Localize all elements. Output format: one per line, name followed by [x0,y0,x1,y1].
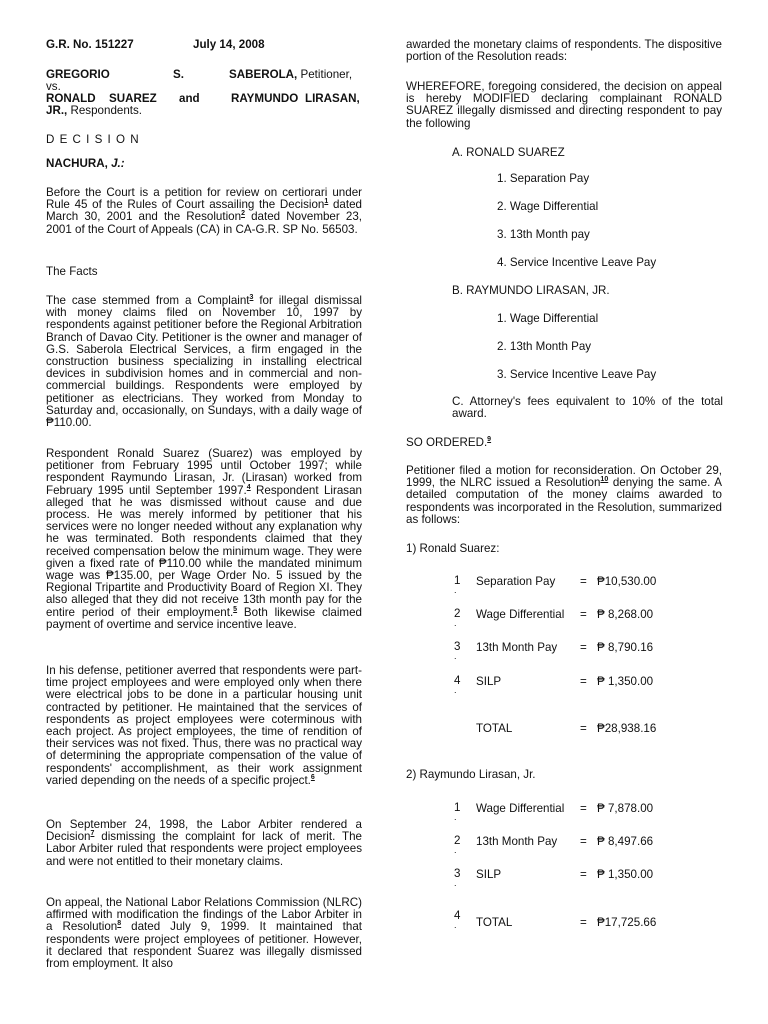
labor-arbiter-paragraph [46,819,362,868]
row-label: Separation Pay [476,575,556,588]
footnote-ref[interactable]: 6 [310,773,315,781]
row-number: 3 . [454,640,461,661]
paragraph-text: The case stemmed from a Complaint [46,294,250,307]
total-amount: ₱17,725.66 [597,916,657,929]
petitioner-middle-initial: S. [173,68,184,81]
dispositive-paragraph: WHEREFORE, foregoing considered, the decision on appeal is hereby MODIFIED declaring complainant RONALD SUAREZ illegally dismissed and directing respondent to pay the following [406,80,722,130]
row-amount: ₱ 1,350.00 [597,868,654,881]
total-amount: ₱28,938.16 [597,722,657,735]
paragraph-text: Respondent Ronald Suarez (Suarez) was employed by petitioner from February 1995 until October 1997; while respondent Raymundo Lirasan, Jr. (Lirasan) worked from February 1995 until September 1997. [46,447,362,497]
footnote-ref[interactable]: 4 [246,483,251,491]
intro-paragraph [46,187,362,236]
total-equals: = [580,722,587,735]
footnote-ref[interactable]: 1 [324,198,329,206]
total-label: TOTAL [476,916,513,929]
appeal-paragraph [46,897,362,970]
decision-date: July 14, 2008 [193,38,265,51]
so-ordered-text: SO ORDERED. [406,436,488,449]
row-equals: = [580,608,587,621]
award-item: 3. 13th Month pay [497,228,590,241]
petitioner-role: Petitioner, [297,68,353,81]
footnote-ref[interactable]: 2 [241,210,245,218]
row-label: SILP [476,868,502,881]
row-amount: ₱ 1,350.00 [597,675,654,688]
total-equals: = [580,916,587,929]
award-item: 1. Separation Pay [497,172,590,185]
footnote-ref[interactable]: 5 [233,605,238,613]
row-label: 13th Month Pay [476,641,558,654]
footnote-ref[interactable]: 3 [249,294,254,302]
respondent-name-part: LIRASAN, [305,92,360,105]
row-number: 2 . [454,834,461,855]
paragraph-text: On September 24, 1998, the Labor Arbiter rendered a Decision [46,818,362,844]
row-label: Wage Differential [476,802,565,815]
row-equals: = [580,641,587,654]
row-number: 4 . [454,909,461,930]
ponente-title: J.: [111,157,125,170]
footnote-ref[interactable]: 7 [90,830,95,838]
row-equals: = [580,835,587,848]
respondent-name-part: and [179,92,200,105]
award-heading-suarez: A. RONALD SUAREZ [452,146,565,159]
gr-number: G.R. No. 151227 [46,38,134,51]
row-equals: = [580,575,587,588]
table-title-lirasan: 2) Raymundo Lirasan, Jr. [406,768,536,781]
row-label: SILP [476,675,502,688]
paragraph-text: dated March 30, 2001 and the Resolution [46,198,362,224]
table-title-suarez: 1) Ronald Suarez: [406,542,500,555]
award-item: 2. 13th Month Pay [497,340,592,353]
total-label: TOTAL [476,722,513,735]
row-amount: ₱ 8,790.16 [597,641,654,654]
petitioner-line [46,69,362,81]
case-number-line [46,39,362,51]
row-label: 13th Month Pay [476,835,558,848]
row-amount: ₱ 7,878.00 [597,802,654,815]
row-amount: ₱ 8,268.00 [597,608,654,621]
facts-heading: The Facts [46,265,98,278]
ponente-name: NACHURA, [46,157,112,170]
award-item: 2. Wage Differential [497,200,599,213]
respondent-suffix: JR., [46,104,68,117]
continuation-paragraph: awarded the monetary claims of respondents. The dispositive portion of the Resolution reads: [406,38,722,64]
row-equals: = [580,802,587,815]
footnote-ref[interactable]: 9 [487,436,492,444]
paragraph-text: On appeal, the National Labor Relations Commission (NLRC) affirmed with modification the findings of the Labor Arbiter in a Resolution [46,896,362,934]
petitioner-first-name: GREGORIO [46,68,110,81]
ponente [46,158,362,170]
paragraph-text: Before the Court is a petition for review on certiorari under Rule 45 of the Rules of Court assailing the Decision [46,186,362,212]
row-number: 1 . [454,801,461,822]
respondent-name-part: SUAREZ [109,92,157,105]
paragraph-text: Petitioner filed a motion for reconsideration. On October 29, 1999, the NLRC issued a Resolution [406,464,722,490]
respondent-name-part: RONALD [46,92,96,105]
decision-heading: D E C I S I O N [46,133,140,146]
facts-paragraph-1 [46,295,362,429]
petitioner-last-name: SABEROLA, [229,68,298,81]
facts-paragraph-2 [46,448,362,631]
respondents-role: Respondents. [67,104,143,117]
paragraph-text: for illegal dismissal with money claims filed on November 10, 1997 by respondents against petitioner before the Regional Arbitration Branch of Davao City. Petitioner is the owner and manager of G.S. Saberola Electrical Services, a firm engaged in the construction business specializing in installing electrical devices in subdivision homes and in commercial and non-commercial buildings. Respondents were employed by petitioner as electricians. They worked from Monday to Saturday and, occasionally, on Sundays, with a daily wage of ₱110.00. [46,294,362,430]
paragraph-text: dated July 9, 1999. It maintained that respondents were project employees of petitioner. However, it declared that respondent Suarez was illegally dismissed from employment. It also [46,920,363,971]
row-amount: ₱10,530.00 [597,575,657,588]
respondent-name-part: RAYMUNDO [231,92,299,105]
so-ordered [406,437,491,449]
row-amount: ₱ 8,497.66 [597,835,654,848]
paragraph-text: dated November 23, 2001 of the Court of Appeals (CA) in CA-G.R. SP No. 56503. [46,210,362,236]
award-item: 3. Service Incentive Leave Pay [497,368,657,381]
award-item: 1. Wage Differential [497,312,599,325]
row-number: 2 . [454,607,461,628]
footnote-ref[interactable]: 8 [117,920,122,928]
paragraph-text: In his defense, petitioner averred that respondents were part-time project employees and were employed only when there were electrical jobs to be done in a particular housing unit contracted by petitioner. He maintained that the services of respondents as project employees were coterminous with each project. As project employees, the time of rendition of their services was not fixed. Thus, there was no practical way of determining the appropriate compensation of the value of respondents' accomplishment, as their work assignment varied depending on the needs of a specific project. [46,664,362,787]
row-number: 3 . [454,867,461,888]
row-equals: = [580,868,587,881]
row-number: 1 . [454,574,461,595]
defense-paragraph [46,665,362,787]
row-label: Wage Differential [476,608,565,621]
paragraph-text: denying the same. A detailed computation of the money claims awarded to respondents was incorporated in the Resolution, summarized as follows: [406,476,722,526]
paragraph-text: Both likewise claimed payment of overtime and service incentive leave. [46,605,362,631]
respondents-line-2 [46,105,362,117]
versus: vs. [46,80,61,93]
paragraph-text: dismissing the complaint for lack of merit. The Labor Arbiter ruled that respondents were project employees and were not entitled to their monetary claims. [46,830,362,868]
paragraph-text: Respondent Lirasan alleged that he was dismissed without cause and due process. He was merely informed by petitioner that his services were no longer needed without any explanation why he was terminated. Both respondents claimed that they received compensation below the minimum wage. They were given a fixed rate of ₱110.00 while the mandated minimum wage was ₱135.00, per Wage Order No. 5 issued by the Regional Tripartite and Productivity Board of Region XI. They also alleged that they did not receive 13th month pay for the entire period of their employment. [46,483,362,619]
attorneys-fees: C. Attorney's fees equivalent to 10% of the total award. [452,395,723,421]
award-item: 4. Service Incentive Leave Pay [497,256,657,269]
footnote-ref[interactable]: 10 [600,476,609,484]
award-heading-lirasan: B. RAYMUNDO LIRASAN, JR. [452,284,610,297]
reconsideration-paragraph [406,465,722,526]
row-equals: = [580,675,587,688]
row-number: 4 . [454,674,461,695]
